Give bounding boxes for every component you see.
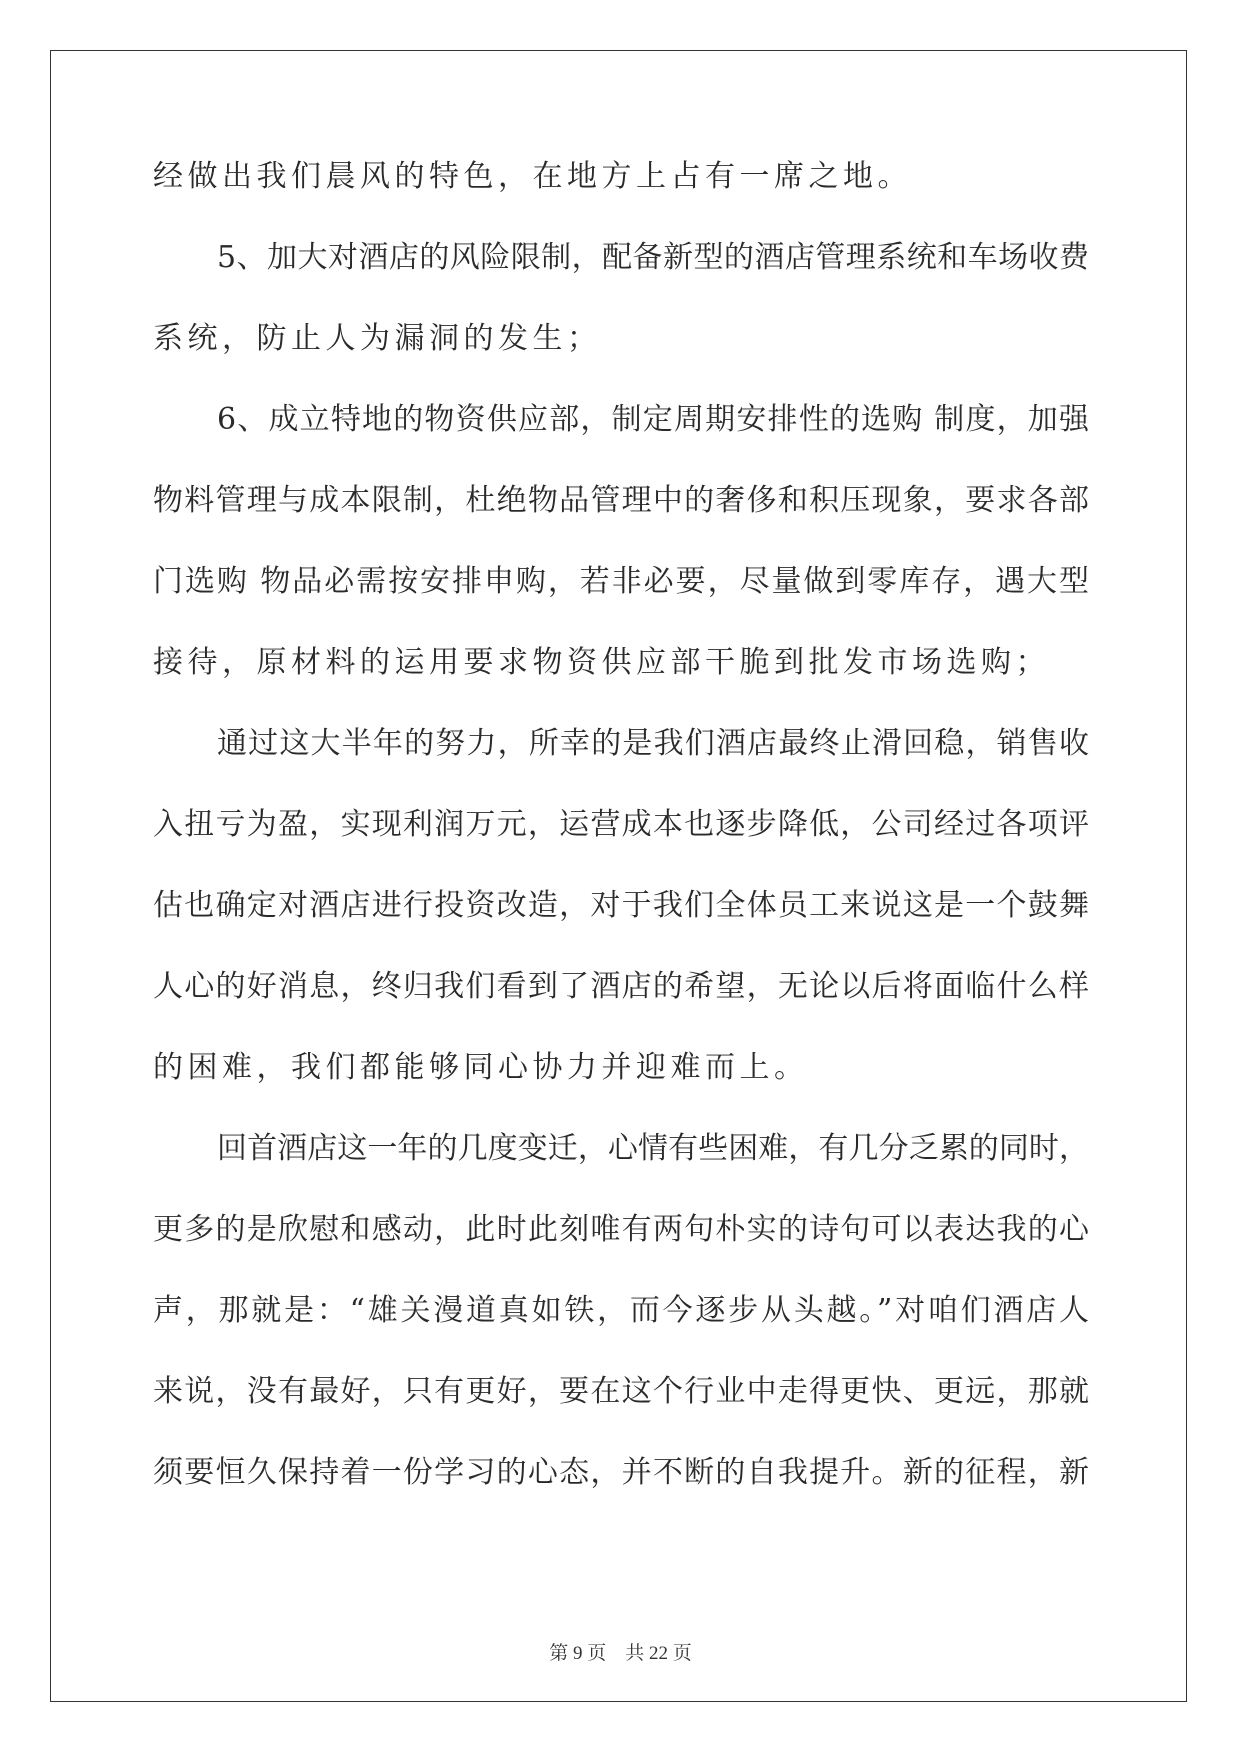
text-line: 接待，原材料的运用要求物资供应部干脆到批发市场选购； xyxy=(153,645,1050,680)
text-line: 通过这大半年的努力，所幸的是我们酒店最终止滑回稳，销售收 xyxy=(217,726,1089,761)
text-line: 来说，没有最好，只有更好，要在这个行业中走得更快、更远，那就 xyxy=(153,1374,1089,1409)
text-line: 5、加大对酒店的风险限制，配备新型的酒店管理系统和车场收费 xyxy=(217,240,1089,275)
text-line: 声，那就是：“雄关漫道真如铁，而今逐步从头越。”对咱们酒店人 xyxy=(153,1293,1089,1328)
text-line: 门选购 物品必需按安排申购，若非必要，尽量做到零库存，遇大型 xyxy=(153,564,1089,599)
text-line: 更多的是欣慰和感动，此时此刻唯有两句朴实的诗句可以表达我的心 xyxy=(153,1212,1089,1247)
text-line: 的困难，我们都能够同心协力并迎难而上。 xyxy=(153,1050,809,1085)
text-line: 经做出我们晨风的特色，在地方上占有一席之地。 xyxy=(153,159,912,194)
text-line: 估也确定对酒店进行投资改造，对于我们全体员工来说这是一个鼓舞 xyxy=(153,888,1089,923)
text-line: 物料管理与成本限制，杜绝物品管理中的奢侈和积压现象，要求各部 xyxy=(153,483,1089,518)
text-line: 入扭亏为盈，实现利润万元，运营成本也逐步降低，公司经过各项评 xyxy=(153,807,1089,842)
text-line: 须要恒久保持着一份学习的心态，并不断的自我提升。新的征程，新 xyxy=(153,1455,1089,1490)
text-line: 6、成立特地的物资供应部，制定周期安排性的选购 制度，加强 xyxy=(217,402,1089,437)
text-line: 人心的好消息，终归我们看到了酒店的希望，无论以后将面临什么样 xyxy=(153,969,1089,1004)
text-line: 回首酒店这一年的几度变迁，心情有些困难，有几分乏累的同时， xyxy=(217,1131,1089,1166)
document-body xyxy=(153,159,1089,1539)
page-number-footer: 第 9 页 共 22 页 xyxy=(549,1643,692,1664)
text-line: 系统，防止人为漏洞的发生； xyxy=(153,321,602,356)
